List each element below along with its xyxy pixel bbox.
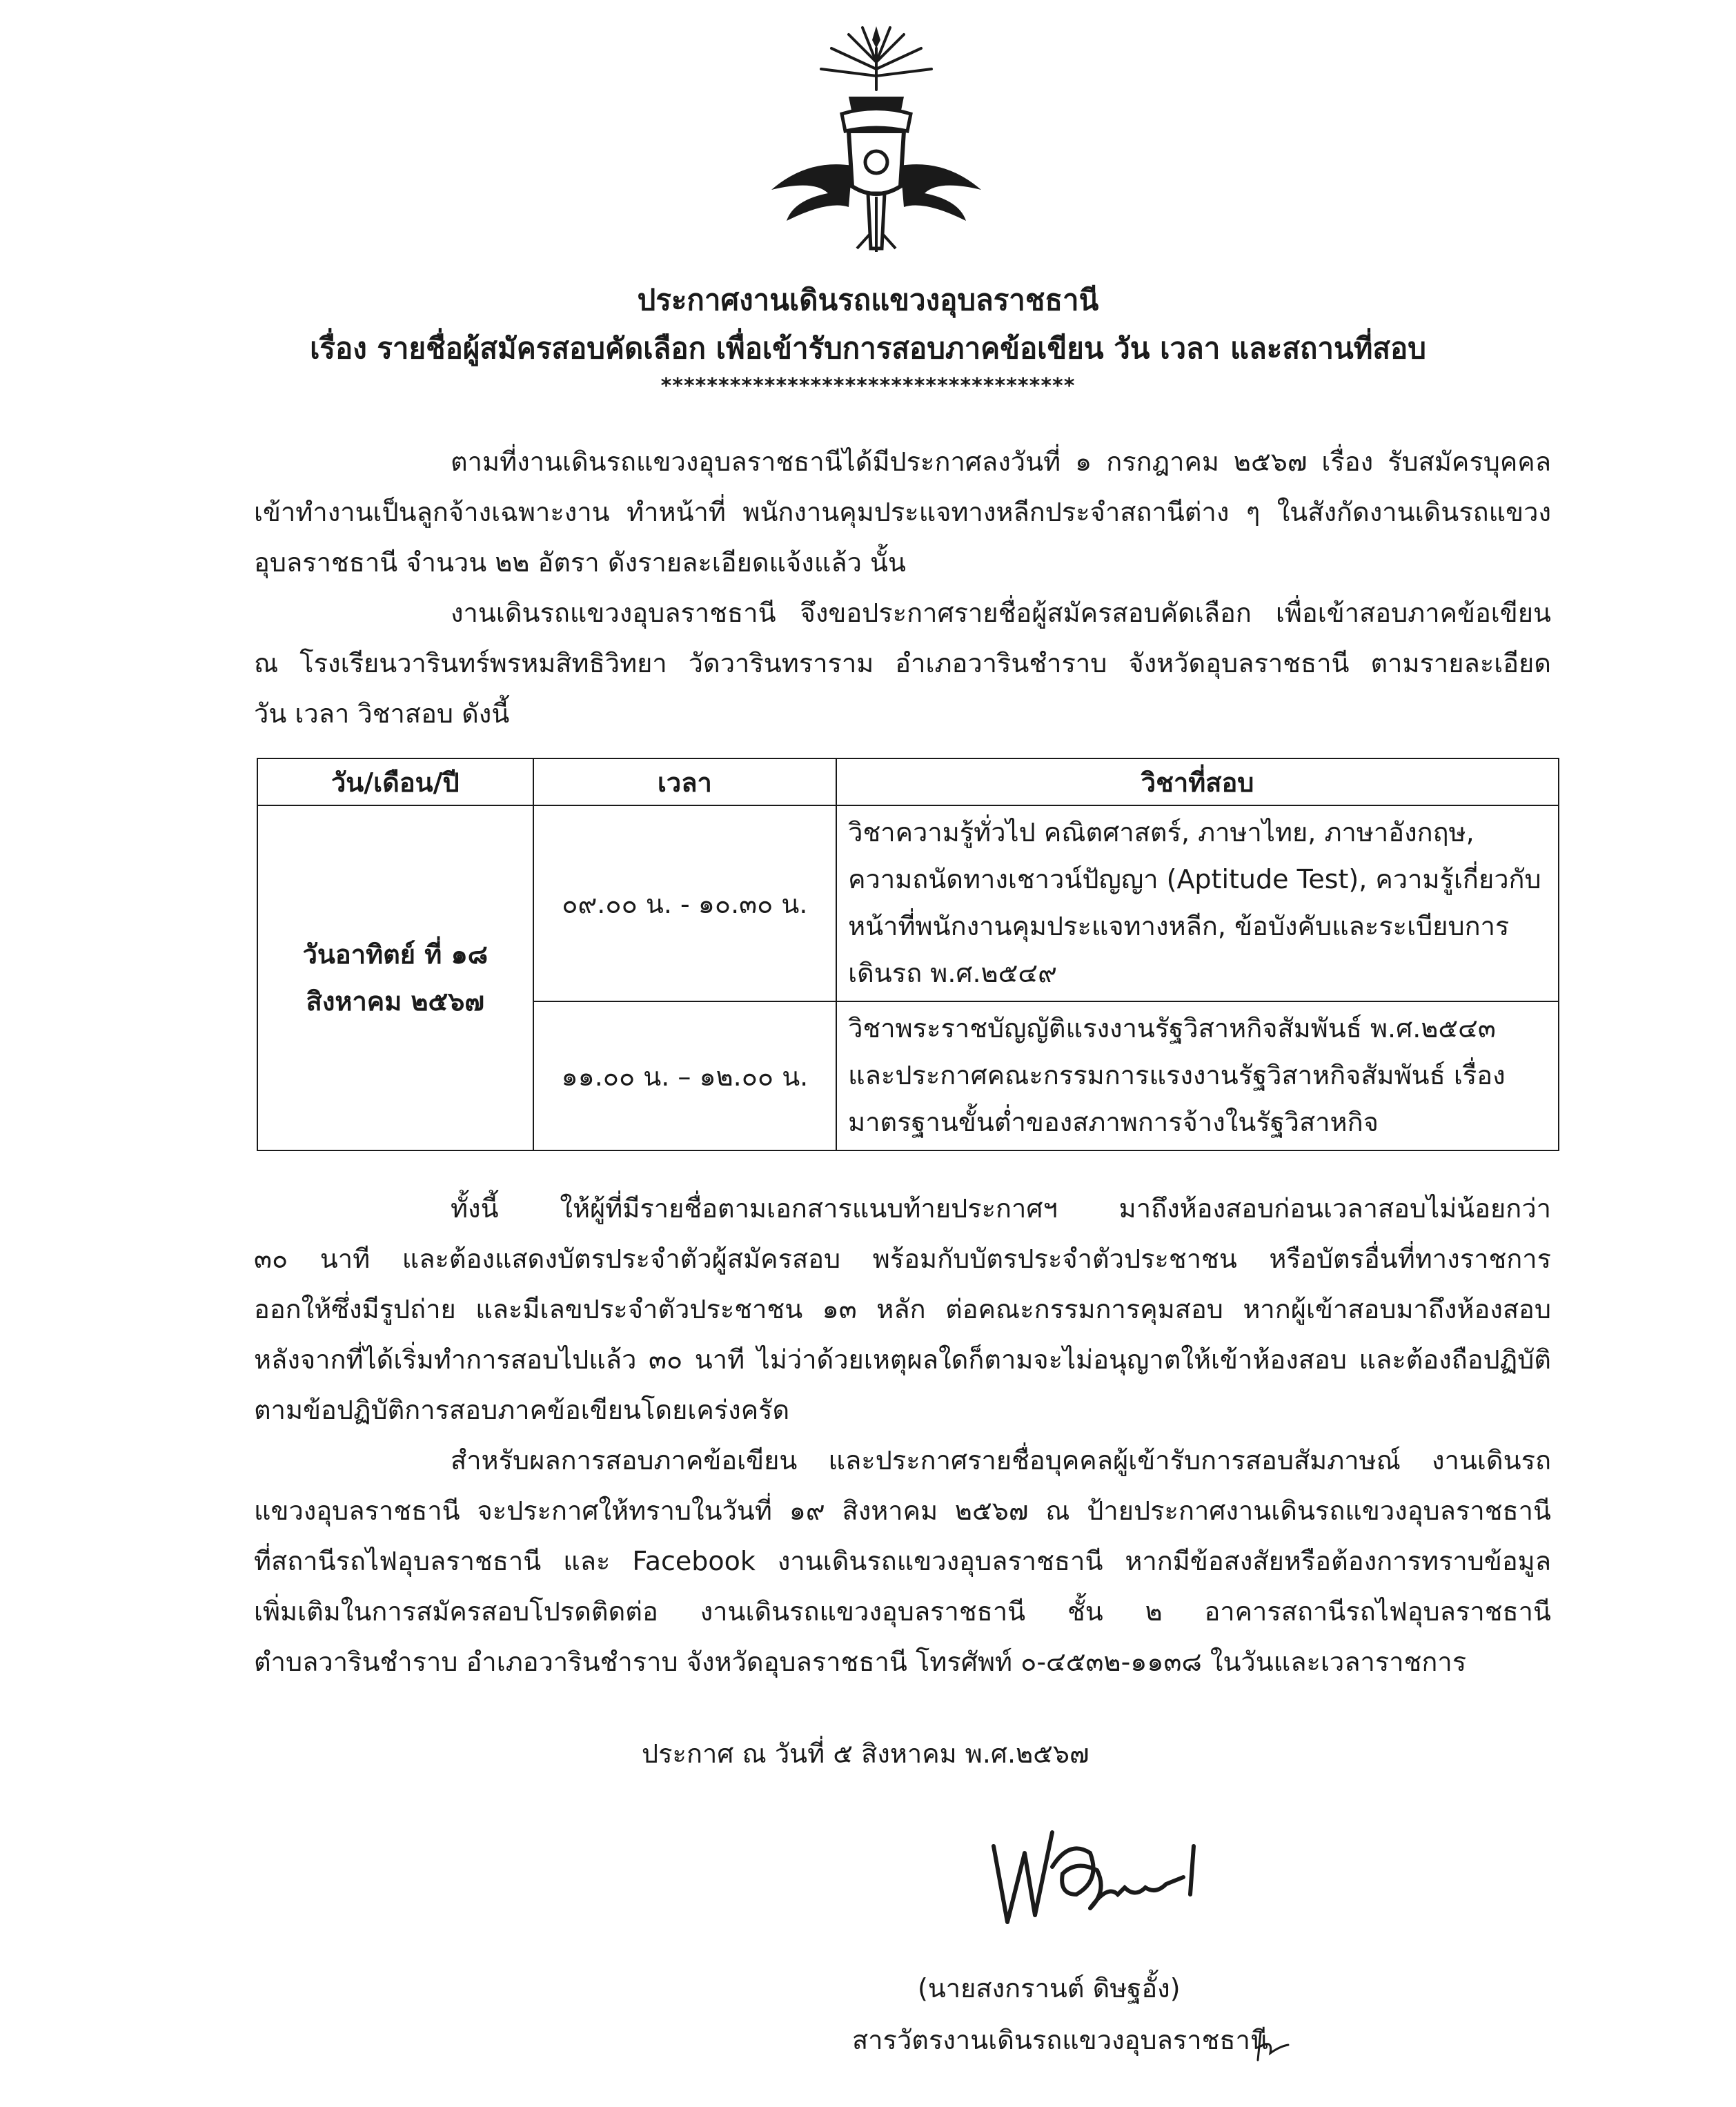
session-subject [836,1001,1559,1150]
paragraph-line: ตามข้อปฏิบัติการสอบภาคข้อเขียนโดยเคร่งครัด [254,1395,790,1425]
exam-date-month: สิงหาคม ๒๕๖๗ [306,986,484,1017]
announcement-title: ประกาศงานเดินรถแขวงอุบลราชธานี [637,283,1099,317]
paragraph-exam-rules [254,1184,1551,1435]
subject-line: มาตรฐานขั้นต่ำของสภาพการจ้างในรัฐวิสาหกิจ [848,1107,1379,1137]
paragraph-line: งานเดินรถแขวงอุบลราชธานี จึงขอประกาศรายชื่อผู้สมัครสอบคัดเลือก เพื่อเข้าสอบภาคข้อเขียน [451,598,1551,628]
paragraph-line: ตามที่งานเดินรถแขวงอุบลราชธานีได้มีประกาศลงวันที่ ๑ กรกฎาคม ๒๕๖๗ เรื่อง รับสมัครบุคคล [451,447,1551,477]
handwritten-initial-icon [1252,2026,1294,2064]
paragraph-line: ๓๐ นาที และต้องแสดงบัตรประจำตัวผู้สมัครสอบ พร้อมกับบัตรประจำตัวประชาชน หรือบัตรอื่นที่ทางราชการ [254,1244,1551,1274]
announcement-date: ประกาศ ณ วันที่ ๕ สิงหาคม พ.ศ.๒๕๖๗ [642,1738,1089,1769]
subject-line: ความถนัดทางเชาวน์ปัญญา (Aptitude Test), ความรู้เกี่ยวกับ [848,864,1541,894]
table-header-row [257,758,1559,805]
paragraph-line: ทั้งนี้ ให้ผู้ที่มีรายชื่อตามเอกสารแนบท้ายประกาศฯ มาถึงห้องสอบก่อนเวลาสอบไม่น้อยกว่า [451,1193,1551,1224]
table-row [257,805,1559,1001]
signature-icon [987,1805,1207,1943]
railway-emblem-icon [766,21,987,262]
paragraph-line: ตำบลวารินชำราบ อำเภอวารินชำราบ จังหวัดอุบลราชธานี โทรศัพท์ ๐-๔๕๓๒-๑๑๓๘ ในวันและเวลาราชการ [254,1647,1467,1677]
column-header-time: เวลา [533,758,837,805]
subject-line: เดินรถ พ.ศ.๒๕๔๙ [848,958,1058,988]
paragraph-line: อุบลราชธานี จำนวน ๒๒ อัตรา ดังรายละเอียดแจ้งแล้ว นั้น [254,547,906,578]
column-header-subject: วิชาที่สอบ [836,758,1559,805]
subject-line: วิชาพระราชบัญญัติแรงงานรัฐวิสาหกิจสัมพันธ์ พ.ศ.๒๕๔๓ [848,1013,1496,1043]
paragraph-line: แขวงอุบลราชธานี จะประกาศให้ทราบในวันที่ ๑๙ สิงหาคม ๒๕๖๗ ณ ป้ายประกาศงานเดินรถแขวงอุบลราชธานี [254,1496,1551,1526]
paragraph-line: ที่สถานีรถไฟอุบลราชธานี และ Facebook งานเดินรถแขวงอุบลราชธานี หากมีข้อสงสัยหรือต้องการทราบข้อมูล [254,1546,1551,1576]
paragraph-line: เข้าทำงานเป็นลูกจ้างเฉพาะงาน ทำหน้าที่ พนักงานคุมประแจทางหลีกประจำสถานีต่าง ๆ ในสังกัดงานเดินรถแขวง [254,497,1551,527]
paragraph-results-contact [254,1435,1551,1687]
paragraph-line: วัน เวลา วิชาสอบ ดังนี้ [254,698,510,729]
paragraph-line: ณ โรงเรียนวารินทร์พรหมสิทธิวิทยา วัดวารินทราราม อำเภอวารินชำราบ จังหวัดอุบลราชธานี ตามรายละเอียด [254,648,1551,678]
signer-name: (นายสงกรานต์ ดิษฐอั้ง) [918,1973,1181,2003]
session-subject [836,805,1559,1001]
subject-line: วิชาความรู้ทั่วไป คณิตศาสตร์, ภาษาไทย, ภาษาอังกฤษ, [848,817,1474,847]
exam-schedule-table [257,758,1559,1151]
exam-date-cell [257,805,533,1150]
session-time: ๑๑.๐๐ น. – ๑๒.๐๐ น. [533,1001,837,1150]
paragraph-line: สำหรับผลการสอบภาคข้อเขียน และประกาศรายชื่อบุคคลผู้เข้ารับการสอบสัมภาษณ์ งานเดินรถ [451,1445,1551,1476]
subject-line: และประกาศคณะกรรมการแรงงานรัฐวิสาหกิจสัมพันธ์ เรื่อง [848,1060,1506,1090]
session-time: ๐๙.๐๐ น. - ๑๐.๓๐ น. [533,805,837,1001]
signer-title: สารวัตรงานเดินรถแขวงอุบลราชธานี [852,2025,1268,2055]
paragraph-line: ออกให้ซึ่งมีรูปถ่าย และมีเลขประจำตัวประชาชน ๑๓ หลัก ต่อคณะกรรมการคุมสอบ หากผู้เข้าสอบมาถึงห้องสอบ [254,1294,1551,1324]
paragraph-line: เพิ่มเติมในการสมัครสอบโปรดติดต่อ งานเดินรถแขวงอุบลราชธานี ชั้น ๒ อาคารสถานีรถไฟอุบลราชธานี [254,1596,1551,1627]
subject-line: หน้าที่พนักงานคุมประแจทางหลีก, ข้อบังคับและระเบียบการ [848,911,1510,941]
paragraph-reference [254,437,1551,588]
paragraph-line: หลังจากที่ได้เริ่มทำการสอบไปแล้ว ๓๐ นาที ไม่ว่าด้วยเหตุผลใดก็ตามจะไม่อนุญาตให้เข้าห้องสอบ และต้องถือปฏิบัติ [254,1344,1551,1375]
paragraph-announcement [254,588,1551,739]
announcement-subject: เรื่อง รายชื่อผู้สมัครสอบคัดเลือก เพื่อเข้ารับการสอบภาคข้อเขียน วัน เวลา และสถานที่สอบ [310,331,1426,365]
separator-stars: ************************************ [660,374,1076,398]
exam-date-day: วันอาทิตย์ ที่ ๑๘ [302,939,489,970]
column-header-date: วัน/เดือน/ปี [257,758,533,805]
